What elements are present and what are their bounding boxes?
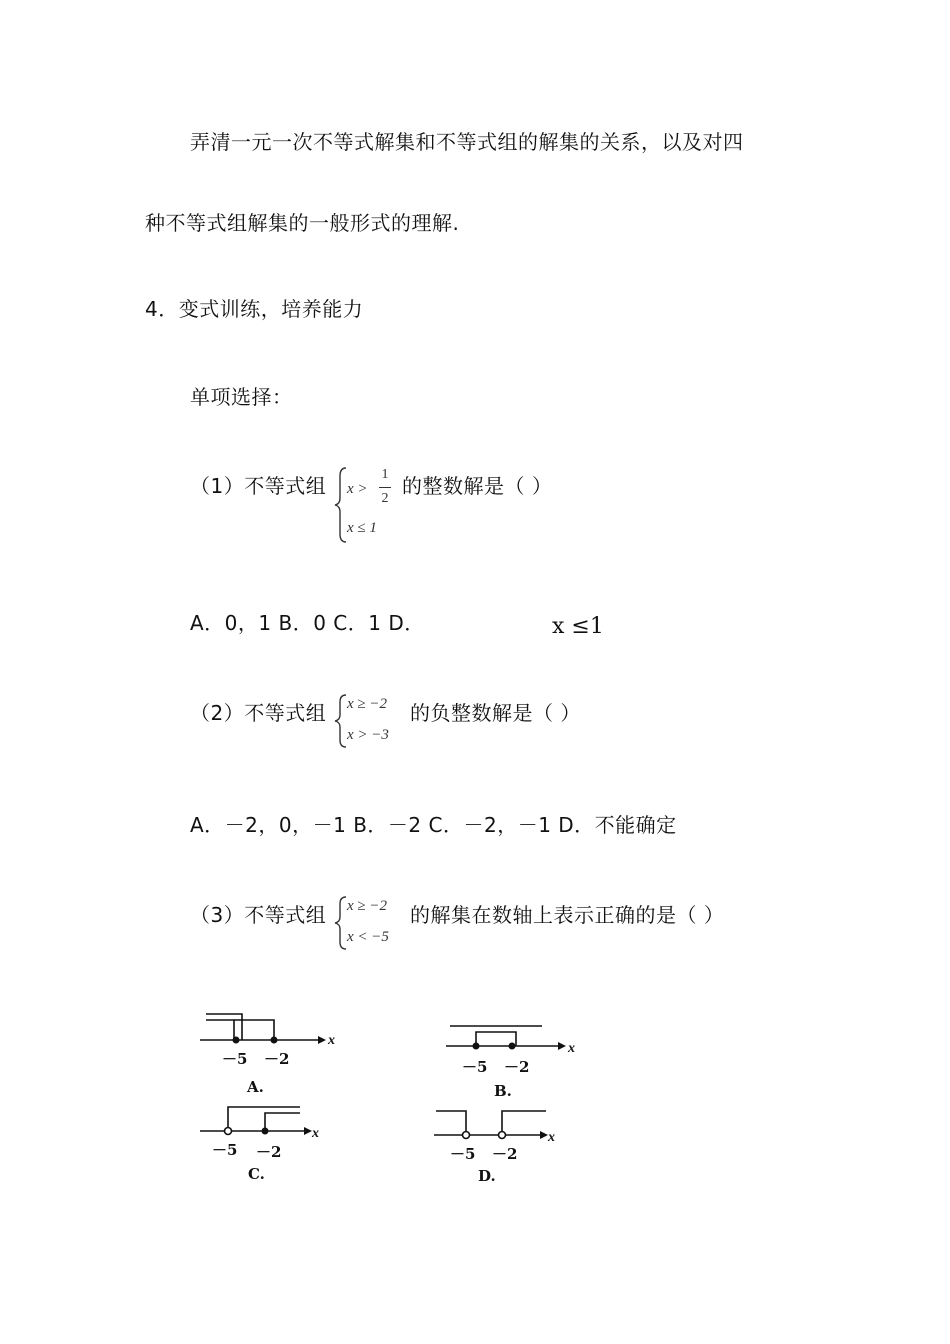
- d-axis-var: x: [548, 1130, 555, 1145]
- q3-suffix: 的解集在数轴上表示正确的是（ ）: [410, 903, 725, 927]
- d-tick-right: －2: [492, 1145, 518, 1163]
- q2-sys-top: x ≥ −2: [347, 696, 388, 712]
- c-tick-right: －2: [256, 1143, 282, 1161]
- number-line-c: [200, 1103, 340, 1197]
- q2-brace: [334, 693, 348, 749]
- q1-prefix: （1）不等式组: [190, 474, 327, 498]
- q1-frac-num: 1: [381, 467, 389, 482]
- c-letter: C.: [248, 1165, 265, 1183]
- number-line-a: [200, 1008, 340, 1102]
- c-tick-left: －5: [212, 1141, 238, 1159]
- a-letter: A.: [247, 1078, 264, 1096]
- single-choice-label: 单项选择：: [190, 385, 293, 409]
- q2-prefix: （2）不等式组: [190, 701, 327, 725]
- b-tick-right: －2: [504, 1058, 530, 1076]
- c-axis-var: x: [312, 1126, 319, 1141]
- b-tick-left: －5: [462, 1058, 488, 1076]
- b-axis-var: x: [568, 1041, 575, 1056]
- intro-line-1: 弄清一元一次不等式解集和不等式组的解集的关系，以及对四: [190, 130, 744, 154]
- q3-brace: [334, 895, 348, 951]
- intro-line-2: 种不等式组解集的一般形式的理解.: [145, 211, 460, 235]
- q2-sys-bottom: x > −3: [347, 727, 389, 743]
- d-tick-left: －5: [450, 1145, 476, 1163]
- q3-sys-bottom: x < −5: [347, 929, 389, 945]
- b-letter: B.: [494, 1082, 512, 1100]
- q1-sys-top: x >: [347, 481, 368, 497]
- a-tick-left: －5: [222, 1050, 248, 1068]
- q1-suffix: 的整数解是（ ）: [402, 474, 553, 498]
- q2-options: A．－2，0，－1 B．－2 C．－2，－1 D．不能确定: [190, 813, 677, 837]
- number-line-d: [434, 1107, 574, 1201]
- q2-suffix: 的负整数解是（ ）: [410, 701, 581, 725]
- d-letter: D.: [478, 1167, 496, 1185]
- q1-option-d: x ≤1: [552, 614, 604, 639]
- q1-options: A．0，1 B．0 C．1 D．: [190, 611, 425, 635]
- q1-sys-bottom: x ≤ 1: [347, 520, 377, 536]
- q3-prefix: （3）不等式组: [190, 903, 327, 927]
- a-axis-var: x: [328, 1033, 335, 1048]
- q1-frac-den: 2: [381, 491, 389, 506]
- a-tick-right: －2: [264, 1050, 290, 1068]
- q3-sys-top: x ≥ −2: [347, 898, 388, 914]
- section-title: 4．变式训练，培养能力: [145, 297, 364, 321]
- number-line-b: [446, 1020, 586, 1114]
- q1-frac-bar: [379, 487, 391, 488]
- q1-brace: [334, 466, 348, 544]
